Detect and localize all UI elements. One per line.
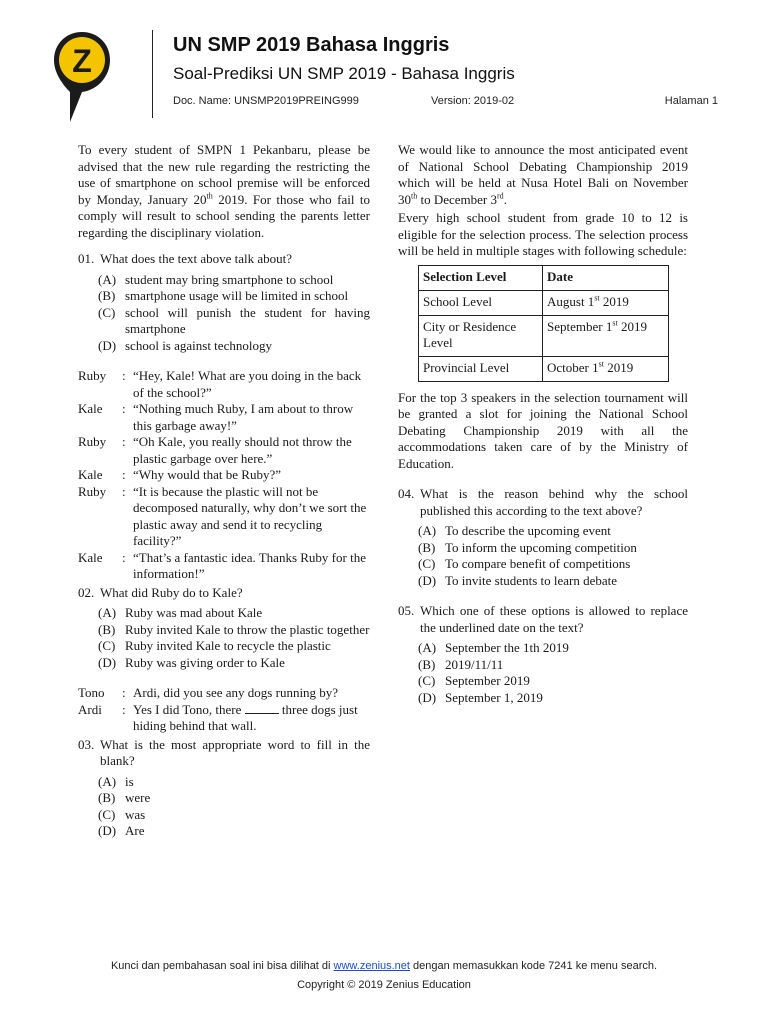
table-cell: August 1st 2019 (543, 290, 669, 315)
right-column (398, 142, 688, 706)
option-b: (B) Ruby invited Kale to throw the plastic together (98, 621, 370, 637)
option-b: (B) smartphone usage will be limited in school (98, 288, 349, 303)
option-c: (C) To compare benefit of competitions (418, 556, 631, 571)
footer-copyright: Copyright © 2019 Zenius Education (297, 979, 471, 991)
option-b: (B) To inform the upcoming competition (418, 539, 637, 555)
dialog-ruby-kale (78, 368, 370, 583)
footer-note: Kunci dan pembahasan soal ini bisa dilihat di www.zenius.net dengan memasukkan kode 7241 ke menu search. (110, 960, 658, 972)
option-d: (D) Ruby was giving order to Kale (98, 654, 285, 670)
question-1 (78, 251, 370, 354)
dialog-line: Kale : “That’s a fantastic idea. Thanks Ruby for the information!” (78, 549, 366, 581)
table-row (419, 356, 669, 381)
options-list (398, 523, 688, 589)
question-number: 03. (78, 736, 95, 752)
question-number: 04. (398, 486, 415, 501)
table-cell: September 1st 2019 (543, 315, 669, 356)
option-a: (A) September the 1th 2019 (418, 640, 569, 655)
table-header: Selection Level (419, 265, 543, 290)
eligibility-paragraph: Every high school student from grade 10 to 12 is eligible for the selection process. The selection process will be held in multiple stages with following schedule: (398, 210, 688, 258)
doc-name: Doc. Name: UNSMP2019PREING999 (173, 95, 359, 107)
question-text: Which one of these options is allowed to replace the underlined date on the text? (420, 603, 688, 635)
dialog-line: Ardi : Yes I did Tono, there three dogs just hiding behind that wall. (78, 701, 358, 733)
option-c: (C) was (98, 806, 146, 822)
header-divider (152, 30, 153, 118)
question-4 (398, 486, 688, 589)
option-a: (A) To describe the upcoming event (418, 523, 611, 538)
page-number: Halaman 1 (664, 95, 718, 107)
option-b: (B) were (98, 790, 151, 805)
logo-letter: Z (72, 43, 92, 79)
dialog-line: Ruby : “Oh Kale, you really should not throw the plastic garbage over here.” (78, 434, 352, 466)
announcement-paragraph: We would like to announce the most anticipated event of National School Debating Championship 2019 which will be held at Nusa Hotel Bali on November 30th to December 3rd. (398, 142, 688, 207)
dialog-line: Ruby : “Hey, Kale! What are you doing in the back of the school?” (78, 368, 362, 400)
prize-paragraph: For the top 3 speakers in the selection tournament will be granted a slot for joining the National School Debating Championship 2019 with all the accommodations taken care of by the Ministry of Education. (398, 389, 688, 471)
table-cell: School Level (419, 290, 543, 315)
intro-paragraph: To every student of SMPN 1 Pekanbaru, please be advised that the new rule regarding the restricting the use of smartphone on school premise will be enforced by Monday, January 20th 2019. For those who fail to comply will result to school sending the parents letter regarding the disciplinary violation. (78, 142, 370, 240)
selection-schedule-table (418, 265, 669, 382)
page-title: UN SMP 2019 Bahasa Inggris (173, 34, 450, 56)
option-c: (C) school will punish the student for having smartphone (98, 304, 370, 336)
dialog-line: Tono : Ardi, did you see any dogs running by? (78, 685, 339, 700)
dialog-tono-ardi (78, 685, 370, 735)
option-a: (A) student may bring smartphone to school (98, 271, 334, 287)
question-3 (78, 737, 370, 840)
zenius-logo-icon (52, 30, 112, 124)
question-number: 01. (78, 251, 95, 266)
dialog-line: Ruby : “It is because the plastic will not be decomposed naturally, why don’t we sort the plastic away and send it to recycling facility?” (78, 483, 367, 548)
question-2 (78, 585, 370, 672)
options-list (78, 605, 370, 671)
question-text: What does the text above talk about? (100, 251, 293, 266)
question-number: 02. (78, 584, 95, 600)
option-c: (C) Ruby invited Kale to recycle the plastic (98, 638, 331, 653)
table-row (419, 315, 669, 356)
option-c: (C) September 2019 (418, 673, 530, 688)
table-header: Date (543, 265, 669, 290)
doc-version: Version: 2019-02 (431, 95, 515, 107)
option-b: (B) 2019/11/11 (418, 656, 504, 672)
question-5 (398, 603, 688, 706)
fill-in-blank (245, 702, 279, 714)
zenius-link[interactable]: www.zenius.net (333, 960, 410, 972)
table-row (419, 290, 669, 315)
table-header-row (419, 265, 669, 290)
option-d: (D) school is against technology (98, 337, 272, 353)
options-list (398, 640, 688, 706)
option-d: (D) To invite students to learn debate (418, 572, 618, 588)
question-number: 05. (398, 603, 415, 618)
question-text: What is the reason behind why the school published this according to the text above? (420, 486, 688, 518)
options-list (78, 272, 370, 355)
question-text: What did Ruby do to Kale? (100, 584, 243, 600)
left-column (78, 142, 370, 840)
option-a: (A) Ruby was mad about Kale (98, 605, 263, 620)
options-list (78, 774, 370, 840)
document-header (0, 0, 768, 125)
dialog-line: Kale : “Why would that be Ruby?” (78, 467, 282, 482)
option-d: (D) September 1, 2019 (418, 689, 543, 705)
table-cell: Provincial Level (419, 356, 543, 381)
table-cell: October 1st 2019 (543, 356, 669, 381)
option-d: (D) Are (98, 823, 145, 838)
option-a: (A) is (98, 773, 134, 789)
question-text: What is the most appropriate word to fill in the blank? (100, 736, 370, 768)
table-cell: City or Residence Level (419, 315, 543, 356)
page-subtitle: Soal-Prediksi UN SMP 2019 - Bahasa Inggris (173, 64, 515, 83)
dialog-line: Kale : “Nothing much Ruby, I am about to throw this garbage away!” (78, 401, 354, 433)
